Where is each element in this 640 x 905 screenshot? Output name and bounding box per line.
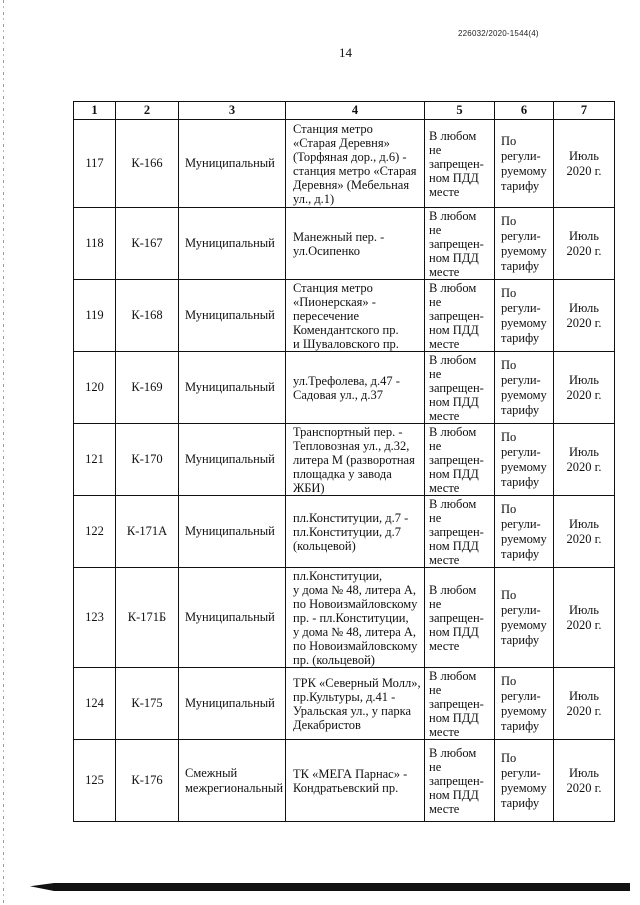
- tariff: По регули- руемому тарифу: [495, 280, 554, 352]
- start-date: Июль 2020 г.: [554, 424, 615, 496]
- start-date: Июль 2020 г.: [554, 280, 615, 352]
- row-number: 118: [74, 208, 116, 280]
- route-path: Транспортный пер. - Тепловозная ул., д.32, литера М (разворотная площадка у завода ЖБИ): [286, 424, 425, 496]
- page-number: 14: [339, 45, 352, 60]
- stop-order: В любом не запрещен- ном ПДД месте: [425, 496, 495, 568]
- table-row: [74, 120, 615, 208]
- route-type: Муниципальный: [179, 120, 286, 208]
- route-type: Муниципальный: [179, 424, 286, 496]
- route-code: К-166: [116, 120, 179, 208]
- row-number: 117: [74, 120, 116, 208]
- stop-order: В любом не запрещен- ном ПДД месте: [425, 208, 495, 280]
- route-path: Манежный пер. - ул.Осипенко: [286, 208, 425, 280]
- route-type: Смежный межрегиональный: [179, 740, 286, 822]
- column-header: 7: [554, 102, 615, 120]
- route-code: К-167: [116, 208, 179, 280]
- stop-order: В любом не запрещен- ном ПДД месте: [425, 740, 495, 822]
- stop-order: В любом не запрещен- ном ПДД месте: [425, 352, 495, 424]
- tariff: По регули- руемому тарифу: [495, 740, 554, 822]
- route-code: К-175: [116, 668, 179, 740]
- column-header: 5: [425, 102, 495, 120]
- route-code: К-168: [116, 280, 179, 352]
- route-type: Муниципальный: [179, 668, 286, 740]
- stop-order: В любом не запрещен- ном ПДД месте: [425, 668, 495, 740]
- row-number: 120: [74, 352, 116, 424]
- row-number: 125: [74, 740, 116, 822]
- document-id: 226032/2020-1544(4): [458, 29, 539, 38]
- column-header: 3: [179, 102, 286, 120]
- route-code: К-170: [116, 424, 179, 496]
- tariff: По регули- руемому тарифу: [495, 496, 554, 568]
- stop-order: В любом не запрещен- ном ПДД месте: [425, 280, 495, 352]
- tariff: По регули- руемому тарифу: [495, 208, 554, 280]
- table-row: [74, 496, 615, 568]
- start-date: Июль 2020 г.: [554, 568, 615, 668]
- route-path: ТК «МЕГА Парнас» - Кондратьевский пр.: [286, 740, 425, 822]
- table-header-row: [74, 102, 615, 120]
- row-number: 123: [74, 568, 116, 668]
- route-code: К-176: [116, 740, 179, 822]
- start-date: Июль 2020 г.: [554, 120, 615, 208]
- table-row: [74, 740, 615, 822]
- routes-table: [73, 101, 615, 822]
- route-type: Муниципальный: [179, 496, 286, 568]
- start-date: Июль 2020 г.: [554, 496, 615, 568]
- route-type: Муниципальный: [179, 208, 286, 280]
- table-row: [74, 280, 615, 352]
- row-number: 124: [74, 668, 116, 740]
- tariff: По регули- руемому тарифу: [495, 668, 554, 740]
- table-row: [74, 208, 615, 280]
- row-number: 119: [74, 280, 116, 352]
- route-code: К-169: [116, 352, 179, 424]
- column-header: 6: [495, 102, 554, 120]
- row-number: 122: [74, 496, 116, 568]
- column-header: 1: [74, 102, 116, 120]
- start-date: Июль 2020 г.: [554, 668, 615, 740]
- row-number: 121: [74, 424, 116, 496]
- route-type: Муниципальный: [179, 352, 286, 424]
- route-code: К-171А: [116, 496, 179, 568]
- start-date: Июль 2020 г.: [554, 352, 615, 424]
- route-code: К-171Б: [116, 568, 179, 668]
- table-row: [74, 568, 615, 668]
- route-type: Муниципальный: [179, 280, 286, 352]
- route-path: Станция метро «Пионерская» - пересечение Комендантского пр. и Шуваловского пр.: [286, 280, 425, 352]
- route-path: пл.Конституции, д.7 - пл.Конституции, д.7 (кольцевой): [286, 496, 425, 568]
- table-row: [74, 424, 615, 496]
- tariff: По регули- руемому тарифу: [495, 424, 554, 496]
- scan-edge-artifact: [3, 0, 4, 905]
- stop-order: В любом не запрещен- ном ПДД месте: [425, 120, 495, 208]
- route-path: ТРК «Северный Молл», пр.Культуры, д.41 - Уральская ул., у парка Декабристов: [286, 668, 425, 740]
- tariff: По регули- руемому тарифу: [495, 352, 554, 424]
- start-date: Июль 2020 г.: [554, 208, 615, 280]
- scan-bottom-edge: [30, 883, 630, 891]
- route-type: Муниципальный: [179, 568, 286, 668]
- tariff: По регули- руемому тарифу: [495, 120, 554, 208]
- tariff: По регули- руемому тарифу: [495, 568, 554, 668]
- route-path: ул.Трефолева, д.47 - Садовая ул., д.37: [286, 352, 425, 424]
- column-header: 2: [116, 102, 179, 120]
- table-row: [74, 668, 615, 740]
- table-row: [74, 352, 615, 424]
- stop-order: В любом не запрещен- ном ПДД месте: [425, 424, 495, 496]
- column-header: 4: [286, 102, 425, 120]
- route-path: Станция метро «Старая Деревня» (Торфяная дор., д.6) - станция метро «Старая Деревня» (Мебельная ул., д.1): [286, 120, 425, 208]
- start-date: Июль 2020 г.: [554, 740, 615, 822]
- stop-order: В любом не запрещен- ном ПДД месте: [425, 568, 495, 668]
- route-path: пл.Конституции, у дома № 48, литера А, по Новоизмайловскому пр. - пл.Конституции, у дома № 48, литера А, по Новоизмайловскому пр. (кольцевой): [286, 568, 425, 668]
